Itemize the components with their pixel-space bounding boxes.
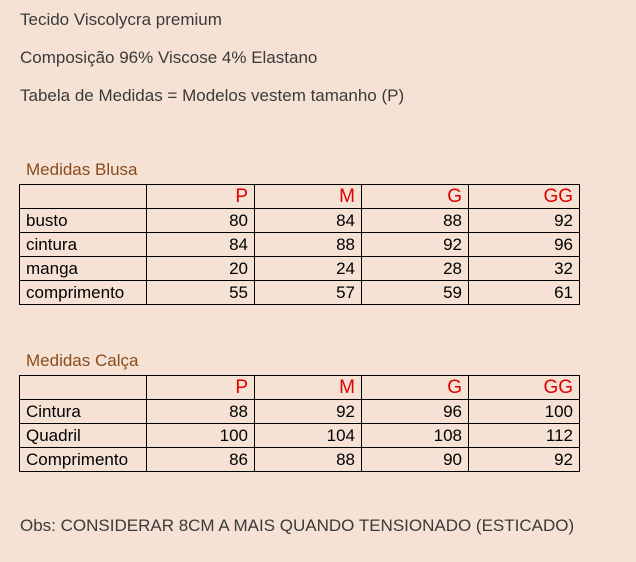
table-cell: 55 [147, 281, 255, 305]
table-cell: 88 [147, 400, 255, 424]
size-header-g: G [362, 376, 469, 400]
table-cell: 112 [469, 424, 580, 448]
table-corner-cell [20, 376, 147, 400]
table-cell: 100 [147, 424, 255, 448]
table-header-row [20, 185, 580, 209]
table-cell: 80 [147, 209, 255, 233]
table-row [20, 424, 580, 448]
table-cell: 90 [362, 448, 469, 472]
blusa-section-title: Medidas Blusa [26, 160, 138, 179]
table-cell: 92 [469, 209, 580, 233]
table-cell: 92 [362, 233, 469, 257]
table-cell: 100 [469, 400, 580, 424]
intro-line-size-table: Tabela de Medidas = Modelos vestem tamanho (P) [20, 86, 405, 105]
size-header-g: G [362, 185, 469, 209]
table-cell: 57 [255, 281, 362, 305]
table-cell: 84 [147, 233, 255, 257]
table-row [20, 448, 580, 472]
size-header-p: P [147, 376, 255, 400]
table-cell: 32 [469, 257, 580, 281]
size-header-gg: GG [469, 376, 580, 400]
intro-line-fabric: Tecido Viscolycra premium [20, 10, 222, 29]
row-label: manga [20, 257, 147, 281]
table-row [20, 257, 580, 281]
intro-line-composition: Composição 96% Viscose 4% Elastano [20, 48, 318, 67]
table-row [20, 281, 580, 305]
row-label: Cintura [20, 400, 147, 424]
table-cell: 61 [469, 281, 580, 305]
size-header-m: M [255, 376, 362, 400]
table-cell: 28 [362, 257, 469, 281]
table-row [20, 400, 580, 424]
row-label: Quadril [20, 424, 147, 448]
calca-section-title: Medidas Calça [26, 351, 139, 370]
size-header-gg: GG [469, 185, 580, 209]
size-header-m: M [255, 185, 362, 209]
table-cell: 20 [147, 257, 255, 281]
blusa-size-table [19, 184, 580, 305]
table-cell: 104 [255, 424, 362, 448]
row-label: Comprimento [20, 448, 147, 472]
table-cell: 108 [362, 424, 469, 448]
table-cell: 96 [469, 233, 580, 257]
size-header-p: P [147, 185, 255, 209]
table-cell: 59 [362, 281, 469, 305]
table-cell: 92 [469, 448, 580, 472]
table-cell: 86 [147, 448, 255, 472]
table-cell: 88 [362, 209, 469, 233]
row-label: cintura [20, 233, 147, 257]
table-row [20, 233, 580, 257]
obs-note: Obs: CONSIDERAR 8CM A MAIS QUANDO TENSIONADO (ESTICADO) [20, 516, 575, 535]
row-label: comprimento [20, 281, 147, 305]
row-label: busto [20, 209, 147, 233]
table-cell: 96 [362, 400, 469, 424]
table-cell: 84 [255, 209, 362, 233]
table-cell: 92 [255, 400, 362, 424]
table-corner-cell [20, 185, 147, 209]
table-header-row [20, 376, 580, 400]
table-row [20, 209, 580, 233]
table-cell: 24 [255, 257, 362, 281]
table-cell: 88 [255, 448, 362, 472]
calca-size-table [19, 375, 580, 472]
table-cell: 88 [255, 233, 362, 257]
